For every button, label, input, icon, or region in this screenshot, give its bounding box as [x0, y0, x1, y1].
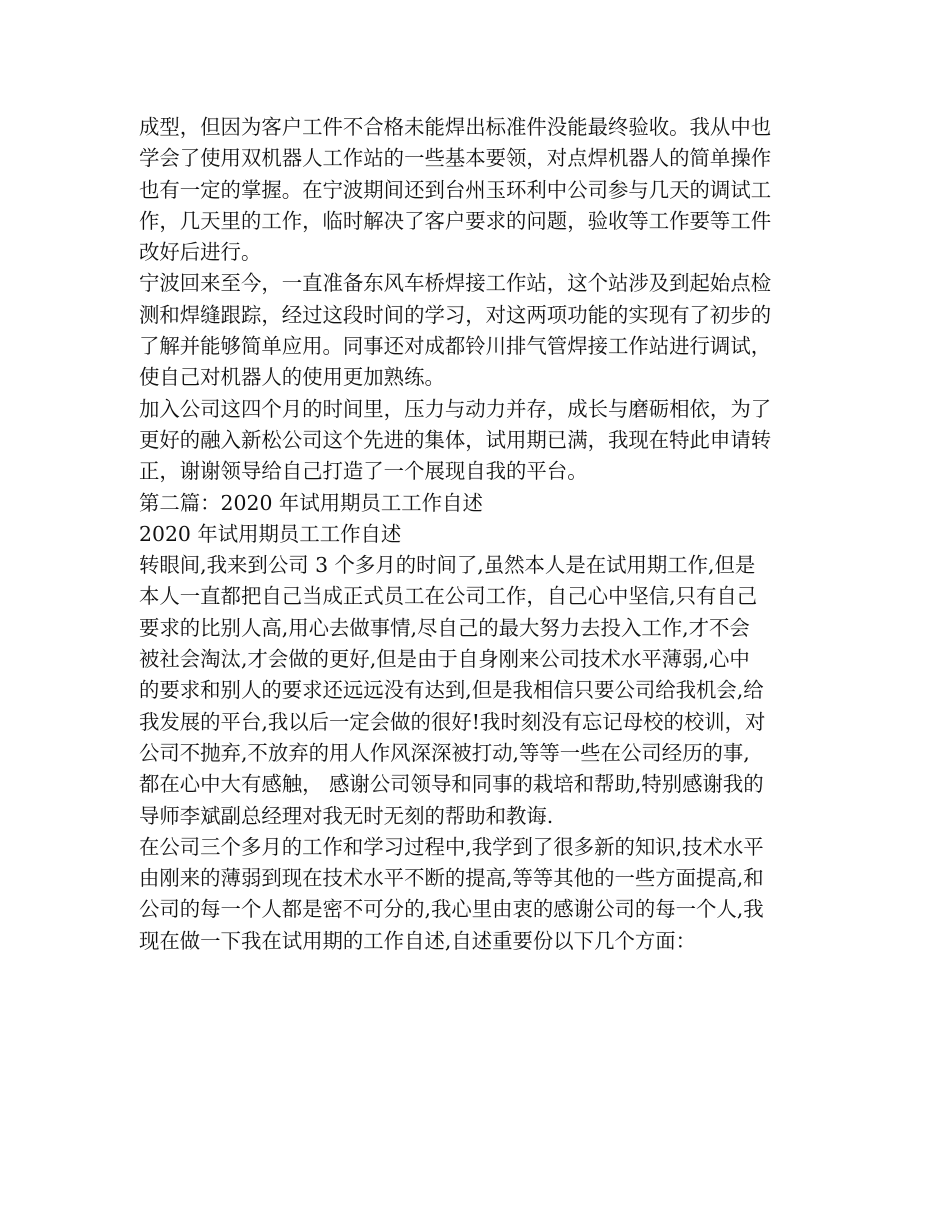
- text-line: 也有一定的掌握。在宁波期间还到台州玉环利中公司参与几天的调试工: [139, 177, 772, 202]
- text-line: 要求的比别人高,用心去做事情,尽自己的最大努力去投入工作,才不会: [139, 615, 750, 640]
- text-line: 现在做一下我在试用期的工作自述,自述重要份以下几个方面：: [139, 928, 697, 953]
- text-line: 测和焊缝跟踪，经过这段时间的学习，对这两项功能的实现有了初步的: [139, 302, 772, 327]
- document-page: [139, 112, 819, 957]
- text-line: 加入公司这四个月的时间里，压力与动力并存，成长与磨砺相依，为了: [139, 396, 772, 421]
- section-title: 2020 年试用期员工工作自述: [139, 521, 402, 546]
- text-line: 都在心中大有感触， 感谢公司领导和同事的栽培和帮助,特别感谢我的: [139, 772, 764, 797]
- text-line: 由刚来的薄弱到现在技术水平不断的提高,等等其他的一些方面提高,和: [139, 866, 764, 891]
- text-line: 公司不抛弃,不放弃的用人作风深深被打动,等等一些在公司经历的事,: [139, 740, 750, 765]
- text-line: 转眼间,我来到公司 3 个多月的时间了,虽然本人是在试用期工作,但是: [139, 553, 756, 578]
- text-line: 更好的融入新松公司这个先进的集体，试用期已满，我现在特此申请转: [139, 427, 772, 452]
- section-heading: 第二篇：2020 年试用期员工工作自述: [139, 490, 483, 515]
- text-line: 学会了使用双机器人工作站的一些基本要领，对点焊机器人的简单操作: [139, 146, 772, 171]
- text-line: 了解并能够简单应用。同事还对成都铃川排气管焊接工作站进行调试，: [139, 334, 772, 359]
- text-line: 被社会淘汰,才会做的更好,但是由于自身刚来公司技术水平薄弱,心中: [139, 647, 750, 672]
- text-line: 成型，但因为客户工件不合格未能焊出标准件没能最终验收。我从中也: [139, 115, 772, 139]
- text-line: 宁波回来至今，一直准备东风车桥焊接工作站，这个站涉及到起始点检: [139, 271, 772, 296]
- text-line: 的要求和别人的要求还远远没有达到,但是我相信只要公司给我机会,给: [139, 678, 764, 703]
- text-line: 公司的每一个人都是密不可分的,我心里由衷的感谢公司的每一个人,我: [139, 897, 764, 922]
- text-line: 我发展的平台,我以后一定会做的很好!我时刻没有忘记母校的校训，对: [139, 709, 766, 734]
- text-line: 改好后进行。: [139, 240, 262, 265]
- text-line: 导师李斌副总经理对我无时无刻的帮助和教诲.: [139, 803, 554, 828]
- text-line: 正，谢谢领导给自己打造了一个展现自我的平台。: [139, 459, 588, 484]
- text-line: 在公司三个多月的工作和学习过程中,我学到了很多新的知识,技术水平: [139, 834, 764, 859]
- text-line: 本人一直都把自己当成正式员工在公司工作，自己心中坚信,只有自己: [139, 584, 758, 609]
- text-line: 作，几天里的工作，临时解决了客户要求的问题，验收等工作要等工件: [139, 208, 772, 233]
- text-line: 使自己对机器人的使用更加熟练。: [139, 365, 445, 390]
